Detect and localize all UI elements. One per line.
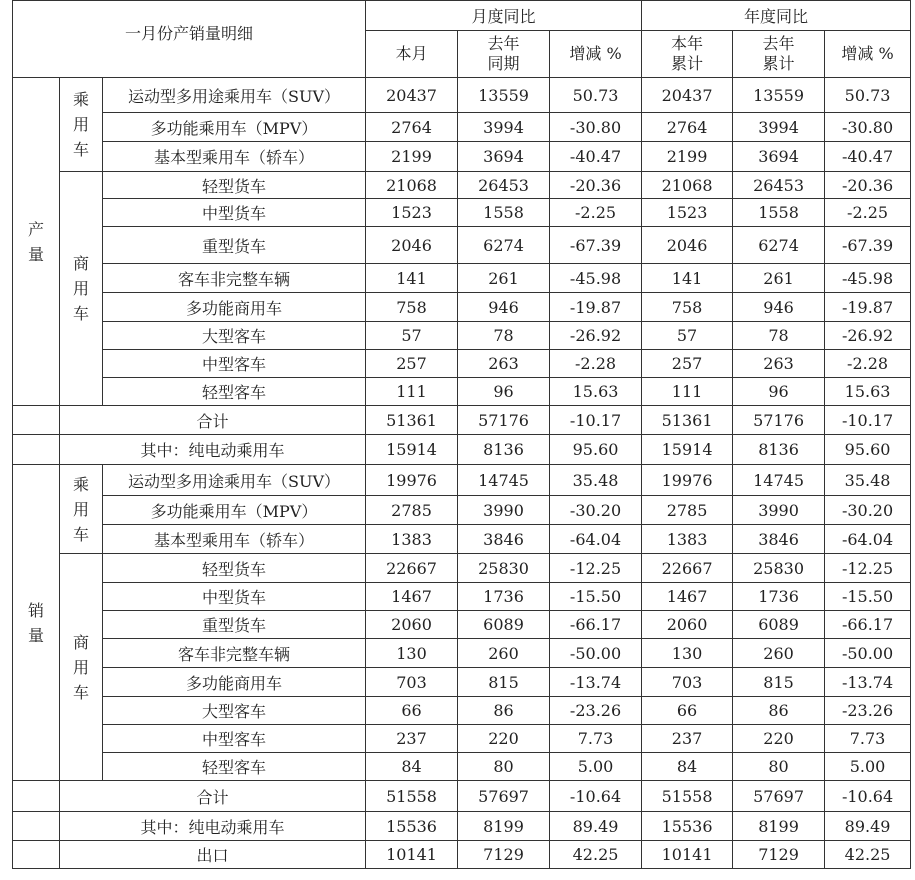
cell-value: 2046 bbox=[642, 227, 733, 264]
cell-value: 3694 bbox=[458, 142, 550, 172]
row-name: 合计 bbox=[60, 781, 366, 812]
table-row bbox=[13, 293, 911, 322]
sales-production-table bbox=[12, 0, 911, 869]
cell-value: 78 bbox=[458, 322, 550, 350]
cell-value: -64.04 bbox=[825, 525, 911, 554]
cell-value: 26453 bbox=[458, 172, 550, 199]
row-name: 大型客车 bbox=[103, 697, 366, 725]
cell-value: 57697 bbox=[458, 781, 550, 812]
row-name: 基本型乘用车（轿车） bbox=[103, 142, 366, 172]
cell-value: 2764 bbox=[642, 113, 733, 142]
cell-value: -66.17 bbox=[825, 611, 911, 639]
cell-value: -10.64 bbox=[825, 781, 911, 812]
cell-value: 261 bbox=[733, 264, 825, 293]
row-name: 其中：纯电动乘用车 bbox=[60, 812, 366, 841]
cell-value: -40.47 bbox=[550, 142, 642, 172]
header-col-this-month: 本月 bbox=[366, 31, 458, 78]
empty-cell bbox=[13, 841, 60, 869]
cell-value: 8199 bbox=[458, 812, 550, 841]
cell-value: 2060 bbox=[642, 611, 733, 639]
cell-value: 261 bbox=[458, 264, 550, 293]
cell-value: -13.74 bbox=[550, 668, 642, 697]
cell-value: -45.98 bbox=[550, 264, 642, 293]
table-row bbox=[13, 753, 911, 781]
cell-value: -12.25 bbox=[550, 554, 642, 583]
cell-value: 19976 bbox=[366, 465, 458, 496]
cell-value: 946 bbox=[733, 293, 825, 322]
cell-value: 10141 bbox=[642, 841, 733, 869]
cell-value: 84 bbox=[642, 753, 733, 781]
cell-value: 1467 bbox=[642, 583, 733, 611]
row-name: 中型客车 bbox=[103, 725, 366, 753]
cell-value: -2.25 bbox=[550, 199, 642, 227]
cell-value: 237 bbox=[642, 725, 733, 753]
row-name: 运动型多用途乘用车（SUV） bbox=[103, 78, 366, 113]
cell-value: 1558 bbox=[733, 199, 825, 227]
section-label: 销 量 bbox=[13, 465, 60, 781]
cell-value: 111 bbox=[642, 378, 733, 406]
table-row bbox=[13, 78, 911, 113]
cell-value: 2046 bbox=[366, 227, 458, 264]
cell-value: 8199 bbox=[733, 812, 825, 841]
cell-value: -15.50 bbox=[550, 583, 642, 611]
cell-value: -67.39 bbox=[825, 227, 911, 264]
cell-value: 57697 bbox=[733, 781, 825, 812]
table-row bbox=[13, 142, 911, 172]
cell-value: -64.04 bbox=[550, 525, 642, 554]
cell-value: 5.00 bbox=[825, 753, 911, 781]
cell-value: 257 bbox=[642, 350, 733, 378]
cell-value: 25830 bbox=[733, 554, 825, 583]
table-row bbox=[13, 113, 911, 142]
cell-value: 2764 bbox=[366, 113, 458, 142]
row-name: 轻型客车 bbox=[103, 378, 366, 406]
cell-value: 86 bbox=[458, 697, 550, 725]
cell-value: 2785 bbox=[366, 496, 458, 525]
row-name: 轻型客车 bbox=[103, 753, 366, 781]
cell-value: 35.48 bbox=[825, 465, 911, 496]
cell-value: -30.80 bbox=[825, 113, 911, 142]
row-name: 重型货车 bbox=[103, 611, 366, 639]
empty-cell bbox=[13, 781, 60, 812]
table-row bbox=[13, 725, 911, 753]
cell-value: 2060 bbox=[366, 611, 458, 639]
cell-value: 15914 bbox=[642, 435, 733, 465]
cell-value: -30.80 bbox=[550, 113, 642, 142]
header-col-last-year-same-period: 去年 同期 bbox=[458, 31, 550, 78]
cell-value: -30.20 bbox=[550, 496, 642, 525]
cell-value: -23.26 bbox=[550, 697, 642, 725]
row-name: 重型货车 bbox=[103, 227, 366, 264]
cell-value: 111 bbox=[366, 378, 458, 406]
cell-value: 13559 bbox=[458, 78, 550, 113]
table-row bbox=[13, 583, 911, 611]
row-name: 客车非完整车辆 bbox=[103, 264, 366, 293]
group-label: 乘 用 车 bbox=[60, 78, 103, 172]
cell-value: 95.60 bbox=[825, 435, 911, 465]
cell-value: 22667 bbox=[642, 554, 733, 583]
cell-value: 51361 bbox=[366, 406, 458, 435]
cell-value: -2.25 bbox=[825, 199, 911, 227]
cell-value: 1558 bbox=[458, 199, 550, 227]
cell-value: 66 bbox=[642, 697, 733, 725]
cell-value: 1523 bbox=[642, 199, 733, 227]
table-row bbox=[13, 172, 911, 199]
cell-value: 141 bbox=[366, 264, 458, 293]
cell-value: -50.00 bbox=[825, 639, 911, 668]
cell-value: -2.28 bbox=[825, 350, 911, 378]
table-row bbox=[13, 378, 911, 406]
row-name: 多功能商用车 bbox=[103, 293, 366, 322]
cell-value: 260 bbox=[733, 639, 825, 668]
cell-value: -12.25 bbox=[825, 554, 911, 583]
cell-value: 220 bbox=[458, 725, 550, 753]
cell-value: 260 bbox=[458, 639, 550, 668]
cell-value: 86 bbox=[733, 697, 825, 725]
empty-cell bbox=[13, 812, 60, 841]
table-row bbox=[13, 264, 911, 293]
cell-value: -40.47 bbox=[825, 142, 911, 172]
cell-value: 7129 bbox=[733, 841, 825, 869]
cell-value: 50.73 bbox=[550, 78, 642, 113]
cell-value: 57176 bbox=[458, 406, 550, 435]
cell-value: 2199 bbox=[366, 142, 458, 172]
cell-value: 3994 bbox=[458, 113, 550, 142]
row-name: 多功能商用车 bbox=[103, 668, 366, 697]
cell-value: -10.17 bbox=[825, 406, 911, 435]
row-name: 合计 bbox=[60, 406, 366, 435]
cell-value: -15.50 bbox=[825, 583, 911, 611]
table-row bbox=[13, 554, 911, 583]
cell-value: 15.63 bbox=[825, 378, 911, 406]
cell-value: 130 bbox=[642, 639, 733, 668]
cell-value: 6274 bbox=[458, 227, 550, 264]
group-label: 商 用 车 bbox=[60, 172, 103, 406]
cell-value: 15.63 bbox=[550, 378, 642, 406]
summary-row bbox=[13, 812, 911, 841]
cell-value: 78 bbox=[733, 322, 825, 350]
header-col-monthly-change-pct: 增减 % bbox=[550, 31, 642, 78]
cell-value: 6089 bbox=[458, 611, 550, 639]
row-name: 其中：纯电动乘用车 bbox=[60, 435, 366, 465]
cell-value: 263 bbox=[733, 350, 825, 378]
cell-value: 14745 bbox=[458, 465, 550, 496]
cell-value: 89.49 bbox=[825, 812, 911, 841]
cell-value: 95.60 bbox=[550, 435, 642, 465]
cell-value: 3846 bbox=[458, 525, 550, 554]
cell-value: 10141 bbox=[366, 841, 458, 869]
cell-value: 220 bbox=[733, 725, 825, 753]
cell-value: 3990 bbox=[733, 496, 825, 525]
cell-value: 51361 bbox=[642, 406, 733, 435]
cell-value: -19.87 bbox=[550, 293, 642, 322]
cell-value: 815 bbox=[733, 668, 825, 697]
table-row bbox=[13, 227, 911, 264]
cell-value: 80 bbox=[733, 753, 825, 781]
cell-value: 1383 bbox=[642, 525, 733, 554]
row-name: 出口 bbox=[60, 841, 366, 869]
table-row bbox=[13, 639, 911, 668]
cell-value: 2199 bbox=[642, 142, 733, 172]
cell-value: 14745 bbox=[733, 465, 825, 496]
cell-value: -10.64 bbox=[550, 781, 642, 812]
row-name: 运动型多用途乘用车（SUV） bbox=[103, 465, 366, 496]
cell-value: -66.17 bbox=[550, 611, 642, 639]
cell-value: 96 bbox=[458, 378, 550, 406]
cell-value: 22667 bbox=[366, 554, 458, 583]
header-monthly-comparison: 月度同比 bbox=[366, 1, 642, 31]
header-col-yearly-change-pct: 增减 % bbox=[825, 31, 911, 78]
cell-value: 1736 bbox=[458, 583, 550, 611]
cell-value: 15536 bbox=[366, 812, 458, 841]
empty-cell bbox=[13, 435, 60, 465]
cell-value: 8136 bbox=[458, 435, 550, 465]
cell-value: 3990 bbox=[458, 496, 550, 525]
cell-value: 758 bbox=[642, 293, 733, 322]
cell-value: 758 bbox=[366, 293, 458, 322]
cell-value: 89.49 bbox=[550, 812, 642, 841]
cell-value: 96 bbox=[733, 378, 825, 406]
cell-value: 19976 bbox=[642, 465, 733, 496]
table-row bbox=[13, 465, 911, 496]
cell-value: 703 bbox=[642, 668, 733, 697]
cell-value: 141 bbox=[642, 264, 733, 293]
cell-value: 5.00 bbox=[550, 753, 642, 781]
cell-value: -30.20 bbox=[825, 496, 911, 525]
row-name: 多功能乘用车（MPV） bbox=[103, 113, 366, 142]
cell-value: 66 bbox=[366, 697, 458, 725]
cell-value: -45.98 bbox=[825, 264, 911, 293]
row-name: 中型客车 bbox=[103, 350, 366, 378]
table-row bbox=[13, 322, 911, 350]
cell-value: -23.26 bbox=[825, 697, 911, 725]
cell-value: 21068 bbox=[366, 172, 458, 199]
cell-value: 946 bbox=[458, 293, 550, 322]
cell-value: 42.25 bbox=[825, 841, 911, 869]
cell-value: 3694 bbox=[733, 142, 825, 172]
cell-value: 1467 bbox=[366, 583, 458, 611]
cell-value: 7.73 bbox=[550, 725, 642, 753]
cell-value: 6274 bbox=[733, 227, 825, 264]
cell-value: 7.73 bbox=[825, 725, 911, 753]
cell-value: 42.25 bbox=[550, 841, 642, 869]
cell-value: 8136 bbox=[733, 435, 825, 465]
cell-value: 84 bbox=[366, 753, 458, 781]
cell-value: -20.36 bbox=[550, 172, 642, 199]
section-label: 产 量 bbox=[13, 78, 60, 406]
cell-value: -50.00 bbox=[550, 639, 642, 668]
cell-value: 25830 bbox=[458, 554, 550, 583]
summary-row bbox=[13, 435, 911, 465]
cell-value: 57 bbox=[366, 322, 458, 350]
group-label: 乘 用 车 bbox=[60, 465, 103, 554]
header-col-this-year-cumulative: 本年 累计 bbox=[642, 31, 733, 78]
summary-row bbox=[13, 406, 911, 435]
cell-value: -13.74 bbox=[825, 668, 911, 697]
cell-value: 2785 bbox=[642, 496, 733, 525]
header-yearly-comparison: 年度同比 bbox=[642, 1, 911, 31]
cell-value: 50.73 bbox=[825, 78, 911, 113]
table-row bbox=[13, 496, 911, 525]
cell-value: 257 bbox=[366, 350, 458, 378]
cell-value: 263 bbox=[458, 350, 550, 378]
row-name: 轻型货车 bbox=[103, 554, 366, 583]
empty-cell bbox=[13, 406, 60, 435]
row-name: 客车非完整车辆 bbox=[103, 639, 366, 668]
table-row bbox=[13, 525, 911, 554]
cell-value: 7129 bbox=[458, 841, 550, 869]
cell-value: -26.92 bbox=[550, 322, 642, 350]
cell-value: 1523 bbox=[366, 199, 458, 227]
summary-row bbox=[13, 781, 911, 812]
cell-value: -10.17 bbox=[550, 406, 642, 435]
cell-value: 51558 bbox=[366, 781, 458, 812]
cell-value: -19.87 bbox=[825, 293, 911, 322]
table-row bbox=[13, 611, 911, 639]
cell-value: 57 bbox=[642, 322, 733, 350]
cell-value: 20437 bbox=[642, 78, 733, 113]
row-name: 基本型乘用车（轿车） bbox=[103, 525, 366, 554]
cell-value: 815 bbox=[458, 668, 550, 697]
cell-value: 1383 bbox=[366, 525, 458, 554]
row-name: 多功能乘用车（MPV） bbox=[103, 496, 366, 525]
cell-value: -2.28 bbox=[550, 350, 642, 378]
cell-value: 3846 bbox=[733, 525, 825, 554]
cell-value: -20.36 bbox=[825, 172, 911, 199]
row-name: 轻型货车 bbox=[103, 172, 366, 199]
cell-value: 13559 bbox=[733, 78, 825, 113]
table-row bbox=[13, 668, 911, 697]
cell-value: 15536 bbox=[642, 812, 733, 841]
row-name: 中型货车 bbox=[103, 199, 366, 227]
cell-value: 51558 bbox=[642, 781, 733, 812]
cell-value: 26453 bbox=[733, 172, 825, 199]
cell-value: 703 bbox=[366, 668, 458, 697]
cell-value: 6089 bbox=[733, 611, 825, 639]
summary-row bbox=[13, 841, 911, 869]
cell-value: 35.48 bbox=[550, 465, 642, 496]
cell-value: 3994 bbox=[733, 113, 825, 142]
cell-value: 57176 bbox=[733, 406, 825, 435]
cell-value: 1736 bbox=[733, 583, 825, 611]
cell-value: 21068 bbox=[642, 172, 733, 199]
cell-value: 237 bbox=[366, 725, 458, 753]
cell-value: 80 bbox=[458, 753, 550, 781]
cell-value: -26.92 bbox=[825, 322, 911, 350]
table-row bbox=[13, 350, 911, 378]
header-col-last-year-cumulative: 去年 累计 bbox=[733, 31, 825, 78]
row-name: 大型客车 bbox=[103, 322, 366, 350]
table-row bbox=[13, 697, 911, 725]
cell-value: -67.39 bbox=[550, 227, 642, 264]
row-name: 中型货车 bbox=[103, 583, 366, 611]
table-title: 一月份产销量明细 bbox=[13, 1, 366, 78]
cell-value: 20437 bbox=[366, 78, 458, 113]
table-row bbox=[13, 199, 911, 227]
cell-value: 130 bbox=[366, 639, 458, 668]
group-label: 商 用 车 bbox=[60, 554, 103, 781]
cell-value: 15914 bbox=[366, 435, 458, 465]
